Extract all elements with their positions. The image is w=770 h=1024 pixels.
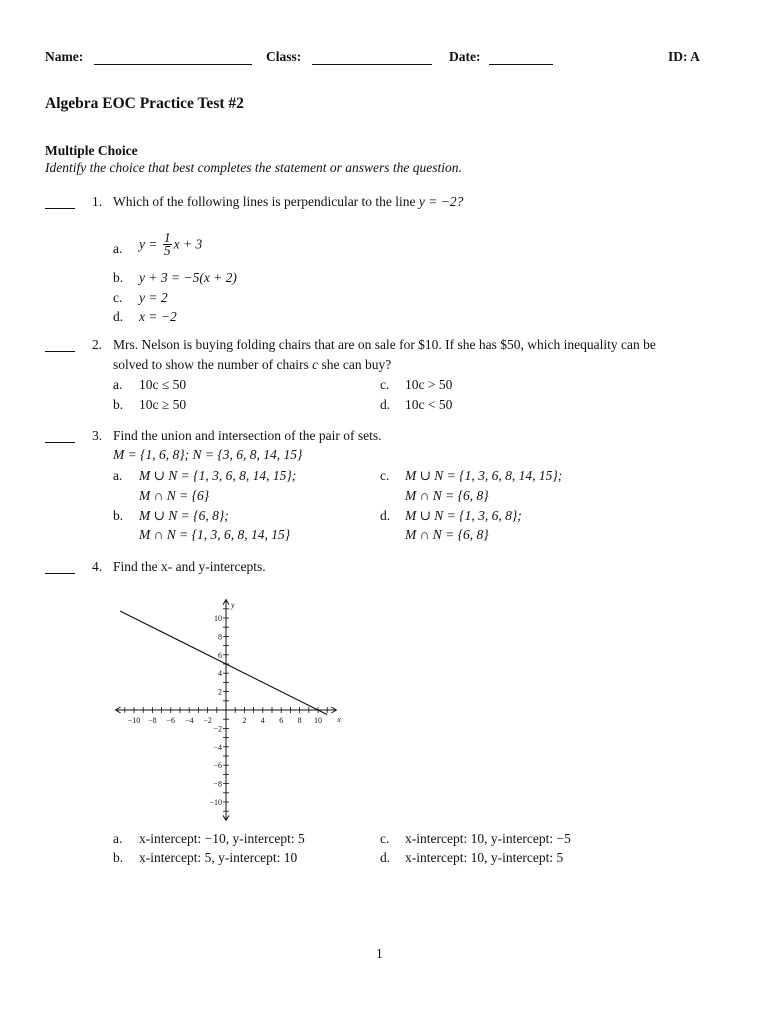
date-blank[interactable]: [489, 52, 553, 65]
choice-text-line2[interactable]: M ∩ N = {6, 8}: [405, 527, 489, 542]
question-stem: Find the x- and y-intercepts.: [113, 559, 266, 574]
choice-letter: c.: [113, 290, 123, 305]
y-tick-label: −4: [213, 742, 222, 752]
answer-blank-2[interactable]: [45, 351, 75, 352]
question-stem: Which of the following lines is perpendicular to the line y = −2?: [113, 194, 464, 209]
choice-letter: a.: [113, 377, 123, 392]
y-tick-label: 8: [218, 632, 222, 642]
y-tick-label: −6: [213, 761, 222, 771]
graph-line: [120, 611, 327, 715]
x-tick-label: 8: [297, 716, 302, 725]
choice-text[interactable]: x-intercept: 10, y-intercept: 5: [405, 850, 564, 865]
choice-text[interactable]: 10c ≤ 50: [139, 377, 187, 392]
answer-blank-1[interactable]: [45, 208, 75, 209]
choice-text-line2[interactable]: M ∩ N = {6, 8}: [405, 488, 489, 503]
date-label: Date:: [449, 49, 481, 64]
choice-text[interactable]: M ∪ N = {1, 3, 6, 8, 14, 15};: [405, 468, 563, 483]
choice-text-line2[interactable]: M ∩ N = {6}: [139, 488, 210, 503]
choice-text[interactable]: y = $\frac{1}{5}$ x + 3: [139, 230, 203, 258]
x-tick-label: −4: [184, 716, 194, 725]
y-axis-label: y: [231, 600, 235, 610]
question-number: 1.: [92, 194, 103, 209]
name-blank[interactable]: [94, 52, 252, 65]
choice-letter: a.: [113, 468, 123, 483]
choice-letter: a.: [113, 831, 123, 846]
choice-text[interactable]: M ∪ N = {1, 3, 6, 8, 14, 15};: [139, 468, 297, 483]
question-number: 3.: [92, 428, 103, 443]
choice-letter: b.: [113, 397, 124, 412]
question-number: 2.: [92, 337, 103, 352]
page-number: 1: [376, 946, 383, 961]
choice-text[interactable]: x-intercept: −10, y-intercept: 5: [139, 831, 305, 846]
choice-letter: d.: [380, 850, 391, 865]
choice-letter: c.: [380, 468, 390, 483]
choice-text[interactable]: x-intercept: 5, y-intercept: 10: [139, 850, 298, 865]
choice-text[interactable]: 10c ≥ 50: [139, 397, 187, 412]
choice-text[interactable]: y + 3 = −5(x + 2): [139, 270, 237, 285]
x-tick-label: −10: [127, 716, 141, 725]
y-tick-label: 6: [218, 650, 222, 660]
x-tick-label: −2: [203, 716, 212, 725]
x-tick-label: −8: [148, 716, 157, 725]
coordinate-graph: [108, 590, 348, 830]
question-stem: Find the union and intersection of the pair of sets.: [113, 428, 382, 443]
id-label: ID: A: [668, 49, 700, 64]
choice-text[interactable]: 10c < 50: [405, 397, 453, 412]
y-tick-label: 2: [218, 687, 222, 697]
sets-definition: M = {1, 6, 8}; N = {3, 6, 8, 14, 15}: [113, 447, 303, 462]
x-tick-label: 4: [260, 716, 265, 725]
x-axis-label: x: [337, 715, 341, 724]
answer-blank-3[interactable]: [45, 442, 75, 443]
x-tick-label: 6: [279, 716, 284, 725]
y-tick-label: −8: [213, 779, 222, 789]
class-label: Class:: [266, 49, 302, 64]
choice-letter: d.: [380, 508, 391, 523]
y-tick-label: −2: [213, 724, 222, 734]
name-label: Name:: [45, 49, 84, 64]
choice-text[interactable]: y = 2: [139, 290, 168, 305]
choice-text[interactable]: 10c > 50: [405, 377, 453, 392]
x-tick-label: −6: [166, 716, 176, 725]
choice-text[interactable]: M ∪ N = {6, 8};: [139, 508, 229, 523]
section-heading: Multiple Choice: [45, 143, 138, 158]
y-tick-label: 10: [214, 614, 222, 623]
y-tick-label: 4: [218, 669, 222, 679]
choice-letter: c.: [380, 377, 390, 392]
choice-letter: d.: [113, 309, 124, 324]
question-number: 4.: [92, 559, 103, 574]
choice-text[interactable]: x = −2: [139, 309, 177, 324]
question-stem-line1: Mrs. Nelson is buying folding chairs that are on sale for $10. If she has $50, which inequality can be: [113, 337, 656, 352]
choice-letter: b.: [113, 270, 124, 285]
choice-letter: a.: [113, 241, 123, 256]
choice-letter: c.: [380, 831, 390, 846]
choice-letter: b.: [113, 850, 124, 865]
choice-letter: b.: [113, 508, 124, 523]
x-tick-label: 10: [314, 716, 322, 725]
section-instructions: Identify the choice that best completes the statement or answers the question.: [45, 160, 462, 175]
answer-blank-4[interactable]: [45, 573, 75, 574]
class-blank[interactable]: [312, 52, 432, 65]
page-title: Algebra EOC Practice Test #2: [45, 95, 244, 112]
y-tick-label: −10: [209, 798, 222, 807]
question-stem-line2: solved to show the number of chairs c she can buy?: [113, 357, 392, 372]
choice-text-line2[interactable]: M ∩ N = {1, 3, 6, 8, 14, 15}: [139, 527, 291, 542]
x-tick-label: 2: [242, 716, 247, 725]
choice-text[interactable]: M ∪ N = {1, 3, 6, 8};: [405, 508, 522, 523]
choice-letter: d.: [380, 397, 391, 412]
choice-text[interactable]: x-intercept: 10, y-intercept: −5: [405, 831, 571, 846]
